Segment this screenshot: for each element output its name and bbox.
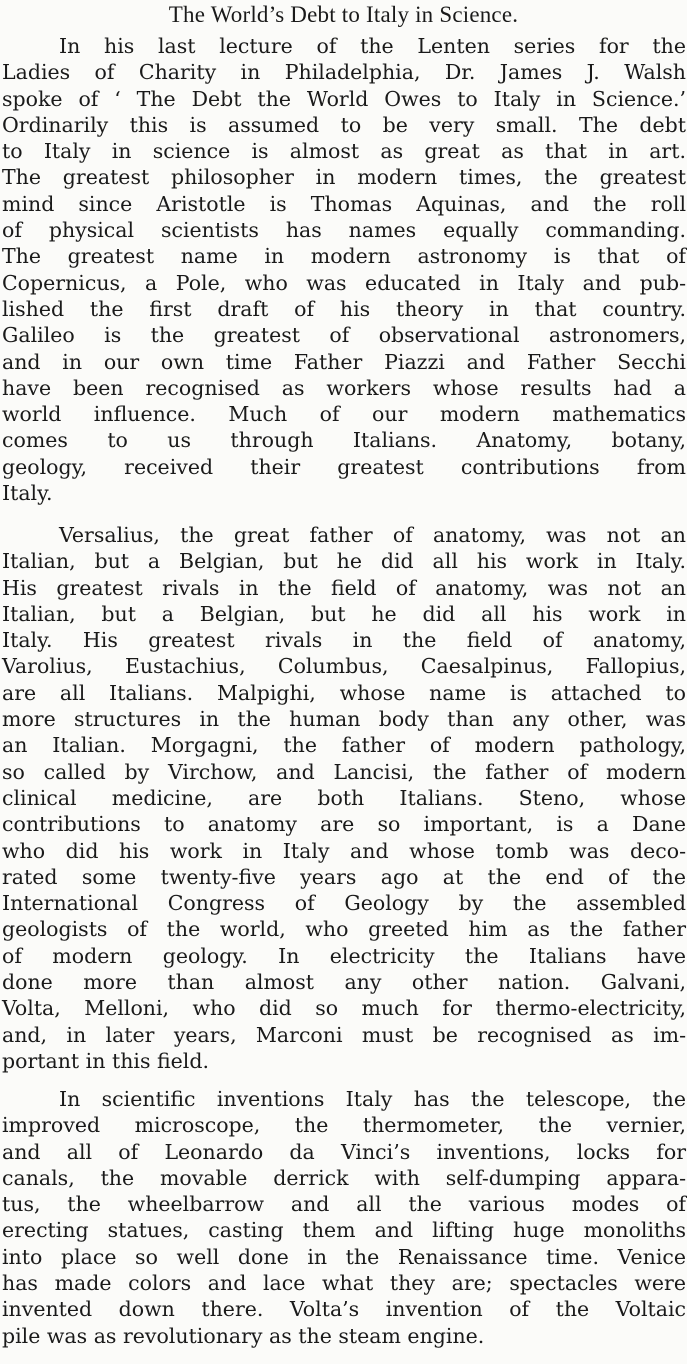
text-line: International Congress of Geology by the assembled [2,891,686,916]
text-line: The greatest name in modern astronomy is that of [2,244,686,269]
text-line: Italian, but a Belgian, but he did all his work in [2,601,686,626]
text-line: into place so well done in the Renaissance time. Venice [2,1244,686,1269]
text-line: more structures in the human body than any other, was [2,707,686,732]
text-line: so called by Virchow, and Lancisi, the father of modern [2,759,686,784]
text-line: have been recognised as workers whose results had a [2,375,686,400]
text-line: spoke of ‘ The Debt the World Owes to Italy in Science.’ [2,86,686,111]
text-line: clinical medicine, are both Italians. Steno, whose [2,785,686,810]
text-line: rated some twenty-five years ago at the end of the [2,864,686,889]
text-line: to Italy in science is almost as great as that in art. [2,139,686,164]
text-line: Galileo is the greatest of observational astronomers, [2,323,686,348]
text-line: who did his work in Italy and whose tomb was deco- [2,838,686,863]
text-line: Ladies of Charity in Philadelphia, Dr. James J. Walsh [2,60,686,85]
text-line: geologists of the world, who greeted him as the father [2,917,686,942]
text-line: tus, the wheelbarrow and all the various modes of [2,1192,686,1217]
paragraph-2 [2,522,686,1074]
text-line: Italy. [2,481,53,506]
text-line: an Italian. Morgagni, the father of modern pathology, [2,733,686,758]
text-line: and all of Leonardo da Vinci’s inventions, locks for [2,1139,686,1164]
paragraph-3 [2,1086,686,1349]
text-line: improved microscope, the thermometer, the vernier, [2,1113,686,1138]
text-line: are all Italians. Malpighi, whose name is attached to [2,680,686,705]
text-line: world influence. Much of our modern mathematics [2,402,686,427]
text-line: pile was as revolutionary as the steam engine. [2,1323,485,1348]
text-line: In his last lecture of the Lenten series for the [59,34,686,58]
text-line: lished the first draft of his theory in that country. [2,296,686,321]
text-line: done more than almost any other nation. Galvani, [2,970,686,995]
text-line: In scientific inventions Italy has the telescope, the [59,1087,686,1111]
text-line: The greatest philosopher in modern times, the greatest [2,165,686,190]
text-line: Volta, Melloni, who did so much for thermo-electricity, [2,996,686,1021]
text-line: His greatest rivals in the field of anatomy, was not an [2,575,686,600]
text-line: Italian, but a Belgian, but he did all his work in Italy. [2,549,686,574]
text-line: Copernicus, a Pole, who was educated in Italy and pub- [2,270,686,295]
text-line: erecting statues, casting them and lifting huge monoliths [2,1218,686,1243]
text-line: contributions to anatomy are so important, is a Dane [2,812,686,837]
text-line: Versalius, the great father of anatomy, was not an [59,523,686,547]
text-line: canals, the movable derrick with self-dumping appara- [2,1165,686,1190]
text-line: Italy. His greatest rivals in the field of anatomy, [2,628,686,653]
article-title: The World’s Debt to Italy in Science. [168,2,519,27]
text-line: mind since Aristotle is Thomas Aquinas, and the roll [2,191,686,216]
text-line: invented down there. Volta’s invention of the Voltaic [2,1297,686,1322]
text-line: of modern geology. In electricity the Italians have [2,943,686,968]
text-line: of physical scientists has names equally commanding. [2,218,686,243]
text-line: Varolius, Eustachius, Columbus, Caesalpinus, Fallopius, [2,654,686,679]
text-line: and in our own time Father Piazzi and Father Secchi [2,349,686,374]
text-line: and, in later years, Marconi must be recognised as im- [2,1022,686,1047]
text-line: Ordinarily this is assumed to be very small. The debt [2,112,686,137]
text-line: portant in this field. [2,1048,209,1073]
text-line: comes to us through Italians. Anatomy, botany, [2,428,686,453]
text-line: has made colors and lace what they are; spectacles were [2,1271,686,1296]
paragraph-1 [2,33,686,506]
text-line: geology, received their greatest contributions from [2,454,686,479]
